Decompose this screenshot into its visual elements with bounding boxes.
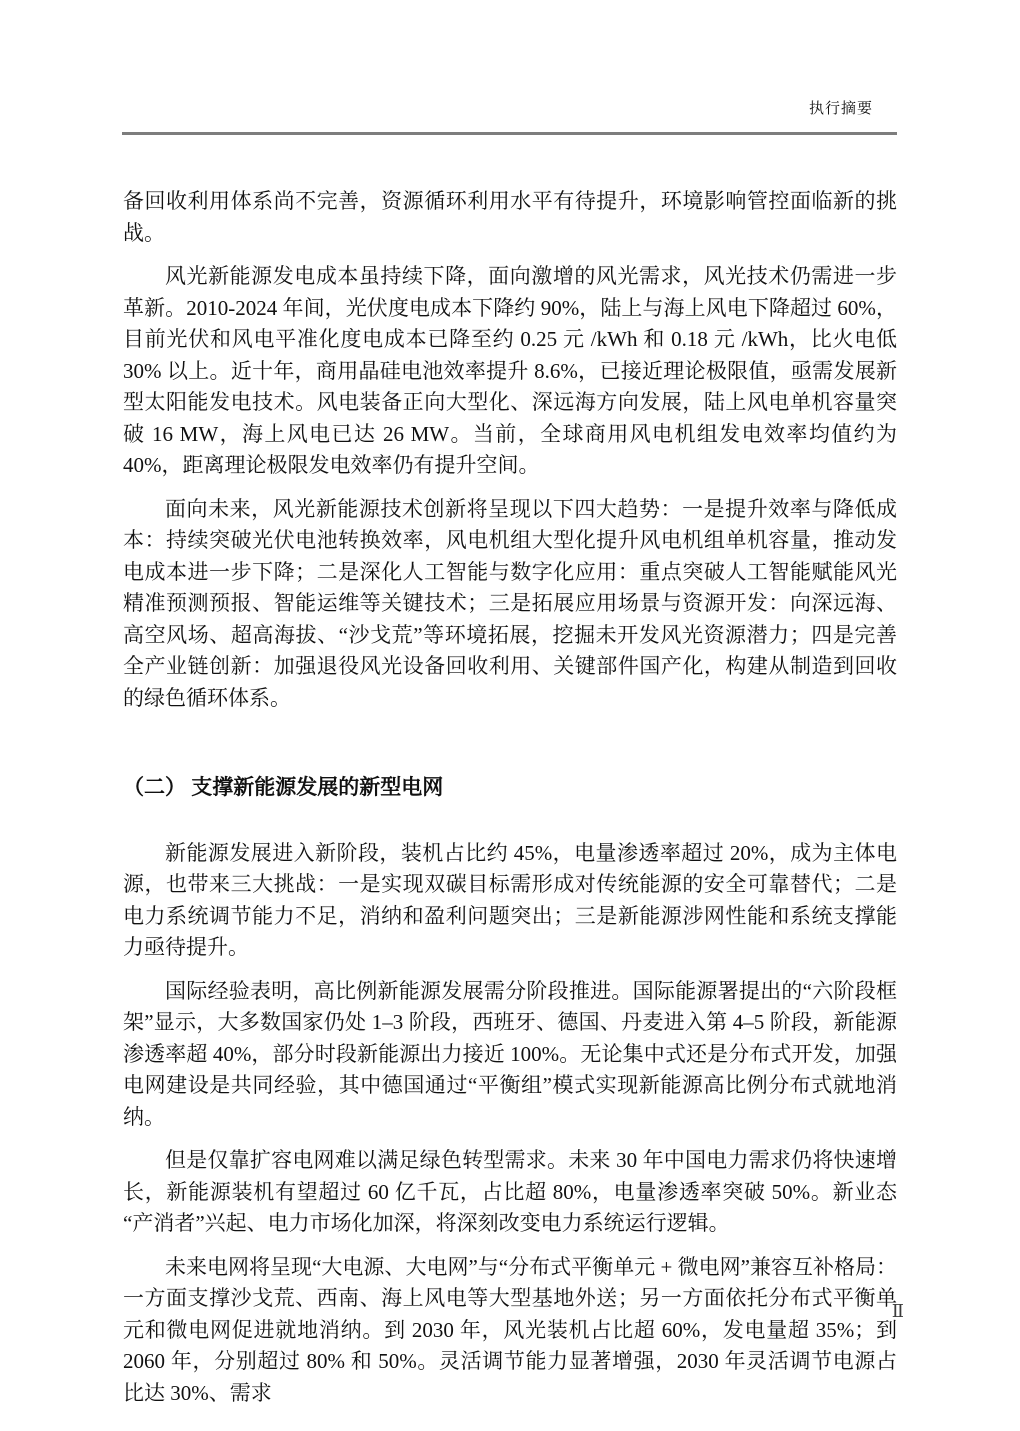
paragraph-grid-expansion-limits: 但是仅靠扩容电网难以满足绿色转型需求。未来 30 年中国电力需求仍将快速增长，新能源装机有望超过 60 亿千瓦，占比超 80%，电量渗透率突破 50%。新业态“产消者”兴起、电力市场化加深，将深刻改变电力系统运行逻辑。 [123, 1148, 897, 1235]
paragraph-wind-solar-cost: 风光新能源发电成本虽持续下降，面向激增的风光需求，风光技术仍需进一步革新。2010-2024 年间，光伏度电成本下降约 90%，陆上与海上风电下降超过 60%，目前光伏和风电平准化度电成本已降至约 0.25 元 /kWh 和 0.18 元 /kWh，比火电低 30% 以上。近十年，商用晶硅电池效率提升 8.6%，已接近理论极限值，亟需发展新型太阳能发电技术。风电装备正向大型化、深远海方向发展，陆上风电单机容量突破 16 MW，海上风电已达 26 MW。当前，全球商用风电机组发电效率均值约为 40%，距离理论极限发电效率仍有提升空间。 [123, 264, 897, 477]
header-rule [122, 132, 897, 135]
running-header [809, 97, 873, 118]
document-body [123, 186, 897, 1421]
paragraph-new-energy-stage: 新能源发展进入新阶段，装机占比约 45%，电量渗透率超过 20%，成为主体电源，也带来三大挑战：一是实现双碳目标需形成对传统能源的安全可靠替代；二是电力系统调节能力不足，消纳和盈利问题突出；三是新能源涉网性能和系统支撑能力亟待提升。 [123, 840, 897, 959]
paragraph-international-experience: 国际经验表明，高比例新能源发展需分阶段推进。国际能源署提出的“六阶段框架”显示，大多数国家仍处 1–3 阶段，西班牙、德国、丹麦进入第 4–5 阶段，新能源渗透率超 40%，部分时段新能源出力接近 100%。无论集中式还是分布式开发，加强电网建设是共同经验，其中德国通过“平衡组”模式实现新能源高比例分布式就地消纳。 [123, 978, 897, 1129]
running-header-title: 执行摘要 [808, 101, 873, 117]
paragraph-four-trends: 面向未来，风光新能源技术创新将呈现以下四大趋势：一是提升效率与降低成本：持续突破光伏电池转换效率，风电机组大型化提升风电机组单机容量，推动发电成本进一步下降；二是深化人工智能与数字化应用：重点突破人工智能赋能风光精准预测预报、智能运维等关键技术；三是拓展应用场景与资源开发：向深远海、高空风场、超高海拔、“沙戈荒”等环境拓展，挖掘未开发风光资源潜力；四是完善全产业链创新：加强退役风光设备回收利用、关键部件国产化，构建从制造到回收的绿色循环体系。 [123, 496, 897, 710]
paragraph-future-grid-pattern: 未来电网将呈现“大电源、大电网”与“分布式平衡单元 + 微电网”兼容互补格局：一方面支撑沙戈荒、西南、海上风电等大型基地外送；另一方面依托分布式平衡单元和微电网促进就地消纳。到 2030 年，风光装机占比超 60%，发电量超 35%；到 2060 年，分别超过 80% 和 50%。灵活调节能力显著增强，2030 年灵活调节电源占比达 30%、需求 [123, 1254, 897, 1405]
continuation-paragraph: 备回收利用体系尚不完善，资源循环利用水平有待提升，环境影响管控面临新的挑战。 [123, 189, 897, 245]
page-number: Ⅱ [891, 1301, 904, 1321]
section-heading-new-grid: （二） 支撑新能源发展的新型电网 [123, 775, 444, 799]
